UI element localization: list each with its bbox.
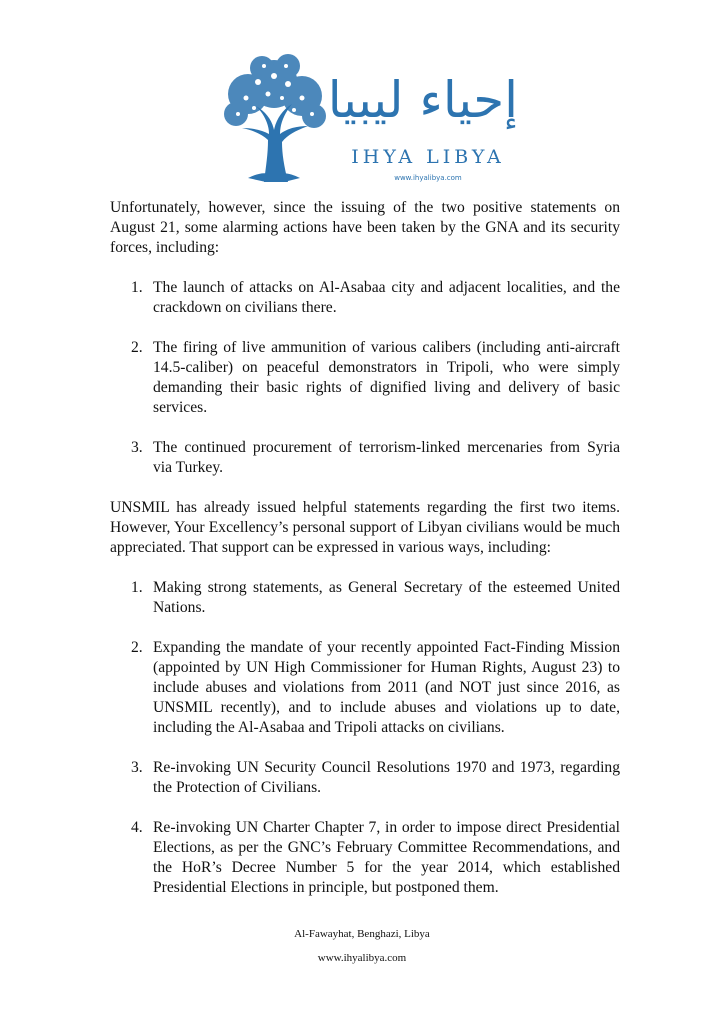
footer-url: www.ihyalibya.com: [317, 952, 407, 964]
unsmil-paragraph: UNSMIL has already issued helpful statements regarding the first two items. However, Your Excellency’s personal support of Libyan civilians would be much appreciated. That support can be expressed in various ways, including:: [110, 499, 620, 556]
intro-paragraph: Unfortunately, however, since the issuing of the two positive statements on August 21, some alarming actions have been taken by the GNA and its security forces, including:: [110, 199, 620, 256]
list-item-text: Re-invoking UN Charter Chapter 7, in order to impose direct Presidential Elections, as per the GNC’s February Committee Recommendations, and the HoR’s Decree Number 5 for the year 2014, which established Presidential Elections in principle, but postponed them.: [153, 819, 620, 896]
list-item: [110, 578, 620, 618]
list-item-text: Making strong statements, as General Secretary of the esteemed United Nations.: [153, 579, 620, 616]
list-item: [110, 278, 620, 318]
list-item-number: 3.: [131, 759, 143, 776]
list-item: [110, 438, 620, 478]
actions-list: [110, 278, 620, 478]
list-item-text: The firing of live ammunition of various calibers (including anti-aircraft 14.5-caliber) on peaceful demonstrators in Tripoli, who were simply demanding their basic rights of dignified living and delivery of basic services.: [153, 339, 620, 416]
logo-latin-text: IHYA LIBYA: [351, 146, 505, 168]
list-item: [110, 638, 620, 738]
list-item-number: 2.: [131, 639, 143, 656]
list-item-text: Expanding the mandate of your recently appointed Fact-Finding Mission (appointed by UN High Commissioner for Human Rights, August 23) to include abuses and violations from 2011 (and NOT just since 2016, as UNSMIL recently), and to include abuses and violations up to date, including the Al-Asabaa and Tripoli attacks on civilians.: [153, 639, 620, 736]
letter-body: [110, 198, 620, 898]
list-item: [110, 758, 620, 798]
logo-arabic-text: إحياء ليبيا: [327, 71, 518, 129]
requests-list: [110, 578, 620, 898]
list-item-number: 1.: [131, 579, 143, 596]
footer-address: Al-Fawayhat, Benghazi, Libya: [294, 928, 430, 940]
list-item-text: The launch of attacks on Al-Asabaa city and adjacent localities, and the crackdown on civilians there.: [153, 279, 620, 316]
list-item-text: The continued procurement of terrorism-linked mercenaries from Syria via Turkey.: [153, 439, 620, 476]
list-item-number: 2.: [131, 339, 143, 356]
list-item-number: 1.: [131, 279, 143, 296]
olive-tree-icon: [218, 54, 330, 182]
list-item-text: Re-invoking UN Security Council Resolutions 1970 and 1973, regarding the Protection of Civilians.: [153, 759, 620, 796]
logo-url-text: www.ihyalibya.com: [394, 174, 462, 182]
list-item-number: 4.: [131, 819, 143, 836]
list-item: [110, 818, 620, 898]
ihya-libya-logo: [218, 52, 518, 186]
list-item-number: 3.: [131, 439, 143, 456]
list-item: [110, 338, 620, 418]
